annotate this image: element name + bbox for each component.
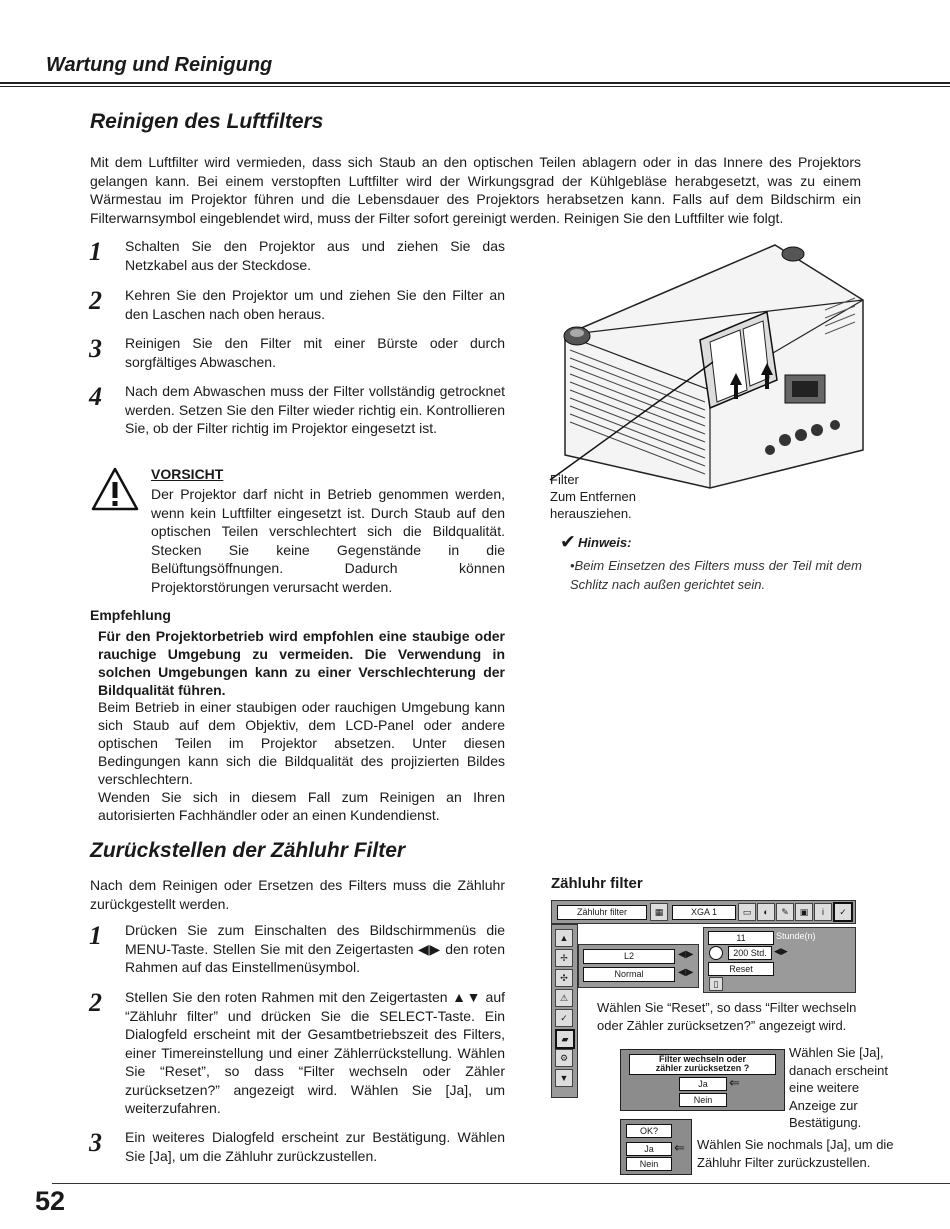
screen-icon: ▭ (738, 903, 756, 921)
step-number: 1 (89, 921, 102, 950)
projector-filter-illustration (545, 240, 865, 490)
timer-value-box[interactable]: 200 Std. (728, 946, 772, 960)
figure-caption-line: herausziehen. (550, 506, 632, 521)
tool-icon[interactable]: ⚙ (555, 1049, 573, 1067)
warning-small-icon[interactable]: ⚠ (555, 989, 573, 1007)
left-right-arrows-icon[interactable]: ◀▶ (678, 967, 694, 978)
dialog-yes-button[interactable]: Ja (626, 1142, 672, 1156)
confirm-dialog-ok (620, 1119, 692, 1175)
pointer-arrow-icon: ⇐ (729, 1075, 740, 1090)
triangle-up-icon[interactable]: ▲ (555, 929, 573, 947)
menu-mode-box: XGA 1 (672, 905, 736, 920)
fan-icon[interactable]: ✣ (555, 969, 573, 987)
image-icon: ▦ (650, 903, 668, 921)
step-number: 3 (89, 334, 102, 363)
menu-figure-heading: Zähluhr filter (551, 875, 643, 892)
confirm-dialog-reset (620, 1049, 785, 1111)
step-number: 2 (89, 988, 102, 1017)
pointer-arrow-icon: ⇐ (674, 1140, 685, 1155)
header-rule-thin (0, 86, 950, 87)
hours-unit: Stunde(n) (776, 931, 816, 941)
figure-caption-line: Filter (550, 472, 579, 487)
exit-icon[interactable]: ▯ (709, 977, 723, 991)
header-rule (0, 82, 950, 84)
footer-rule (52, 1183, 950, 1184)
filter-icon[interactable]: ▰ (555, 1029, 575, 1049)
wrench-icon: ✎ (776, 903, 794, 921)
step-text: Ein weiteres Dialogfeld erscheint zur Bestätigung. Wählen Sie [Ja], um die Zähluhr zurückzustellen. (125, 1129, 505, 1164)
page-number: 52 (35, 1186, 66, 1216)
triangle-down-icon[interactable]: ▼ (555, 1069, 573, 1087)
hint-text: •Beim Einsetzen des Filters muss der Teil mit dem Schlitz nach außen gerichtet sein. (570, 558, 862, 592)
dialog-question: OK? (626, 1124, 672, 1138)
caution-text: Der Projektor darf nicht in Betrieb genommen werden, wenn kein Luftfilter eingesetzt ist. Durch Staub auf den optischen Teilen verschlechtert sich die Bildqualität. Stecken Sie keine Gegenstände in die Belüftungsöffnungen. Dadurch können Projektorstörungen verursacht werden. (151, 486, 505, 595)
picture-icon: ▣ (795, 903, 813, 921)
dialog-no-button[interactable]: Nein (626, 1157, 672, 1171)
step-text: Kehren Sie den Projektor um und ziehen Sie den Filter an den Laschen nach oben heraus. (125, 287, 505, 322)
menu-filter-panel (703, 927, 856, 993)
hours-value-box: 11 (708, 931, 774, 945)
step-text: Reinigen Sie den Filter mit einer Bürste oder durch sorgfältiges Abwaschen. (125, 335, 505, 370)
chapter-title: Wartung und Reinigung (46, 54, 273, 76)
recommendation-text: Beim Betrieb in einer staubigen oder rauchigen Umgebung kann sich Staub auf dem Objektiv, dem LCD-Panel oder andere optischen Teilen im Projektor absetzen. Unter diesen Bedingungen kann sich die Bildqualität des projizierten Bildes verschlechtern. (98, 699, 505, 787)
menu-value-box: L2 (583, 949, 675, 964)
adjust-icon: ◐ (757, 903, 775, 921)
dialog-note: Wählen Sie [Ja], danach erscheint eine weitere Anzeige zur Bestätigung. (789, 1045, 889, 1130)
step-number: 3 (89, 1128, 102, 1157)
step-text: Drücken Sie zum Einschalten des Bildschirmmenüs die MENU-Taste. Stellen Sie mit den Zeigertasten ◀▶ den roten Rahmen auf das Einstellmenüsymbol. (125, 922, 505, 975)
section-intro: Nach dem Reinigen oder Ersetzen des Filters muss die Zähluhr zurückgestellt werden. (90, 877, 505, 912)
fan-icon[interactable]: ✢ (555, 949, 573, 967)
recommendation-bold-text: Für den Projektorbetrieb wird empfohlen eine staubige oder rauchige Umgebung zu vermeiden. Die Verwendung in solchen Umgebungen kann zu einer Verschlechterung der Bildqualität führen. (98, 628, 505, 698)
step-number: 4 (89, 382, 102, 411)
section-intro: Mit dem Luftfilter wird vermieden, dass sich Staub an den optischen Teilen ablagern oder in das Innere des Projektors gelangen kann. Bei einem verstopften Luftfilter wird der Wirkungsgrad der Kühlgebläse herabgesetzt, was zu einem Wärmestau im Projektor führen und die Lebensdauer des Projektors herabsetzen kann. Falls auf dem Bildschirm ein Filterwarnsymbol eingeblendet wird, muss der Filter sofort gereinigt werden. Reinigen Sie den Luftfilter wie folgt. (90, 154, 861, 227)
menu-left-panel (578, 944, 699, 988)
left-right-arrows-icon[interactable]: ◀▶ (678, 949, 694, 960)
recommendation-text-2: Wenden Sie sich in diesem Fall zum Reinigen an Ihren autorisierten Fachhändler oder an einen Kundendienst. (98, 789, 505, 823)
section-title-air-filter: Reinigen des Luftfilters (90, 110, 324, 133)
menu-value-box: Normal (583, 967, 675, 982)
reset-button[interactable]: Reset (708, 962, 774, 976)
dialog-note: Wählen Sie nochmals [Ja], um die Zähluhr Filter zurückzustellen. (697, 1137, 894, 1170)
menu-side-bar (551, 924, 578, 1098)
recommendation-title: Empfehlung (90, 607, 171, 623)
menu-top-bar (551, 900, 856, 924)
check-icon[interactable]: ✓ (555, 1009, 573, 1027)
warning-icon (90, 466, 140, 512)
dialog-question-line: zähler zurücksetzen ? (655, 1063, 750, 1073)
figure-caption (550, 471, 636, 522)
clock-icon (709, 946, 723, 960)
figure-caption-line: Zum Entfernen (550, 489, 636, 504)
step-text: Schalten Sie den Projektor aus und ziehen Sie das Netzkabel aus der Steckdose. (125, 238, 505, 273)
dialog-question (629, 1054, 776, 1075)
step-text: Nach dem Abwaschen muss der Filter vollständig getrocknet werden. Setzen Sie den Filter wieder richtig ein. Kontrollieren Sie, ob der Filter richtig im Projektor eingesetzt ist. (125, 383, 505, 436)
reset-note: Wählen Sie “Reset”, so dass “Filter wechseln oder Zähler zurücksetzen?” angezeigt wird. (597, 1000, 857, 1033)
section-title-filter-counter: Zurückstellen der Zähluhr Filter (90, 839, 406, 862)
dialog-yes-button[interactable]: Ja (679, 1077, 727, 1091)
hint-title: Hinweis: (578, 535, 632, 550)
dialog-no-button[interactable]: Nein (679, 1093, 727, 1107)
caution-title: VORSICHT (151, 466, 224, 482)
dialog-question-line: Filter wechseln oder (658, 1054, 747, 1064)
menu-title-box: Zähluhr filter (557, 905, 647, 920)
setting-icon[interactable]: ✓ (833, 902, 853, 922)
step-number: 2 (89, 286, 102, 315)
checkmark-icon: ✔ (560, 532, 576, 553)
left-right-arrows-icon[interactable]: ◀▶ (774, 946, 788, 956)
info-icon: i (814, 903, 832, 921)
step-number: 1 (89, 237, 102, 266)
step-text: Stellen Sie den roten Rahmen mit den Zeigertasten ▲▼ auf “Zähluhr filter” und drücken Sie die SELECT-Taste. Ein Dialogfeld erscheint mit der Gesamtbetriebszeit des Filters, einer Timereinstellung und einer Zählerrückstellung. Wählen Sie “Reset”, so dass “Filter wechseln oder Zähler zurücksetzen?” angezeigt wird. Wählen Sie [Ja], um weiterzufahren. (125, 989, 505, 1116)
